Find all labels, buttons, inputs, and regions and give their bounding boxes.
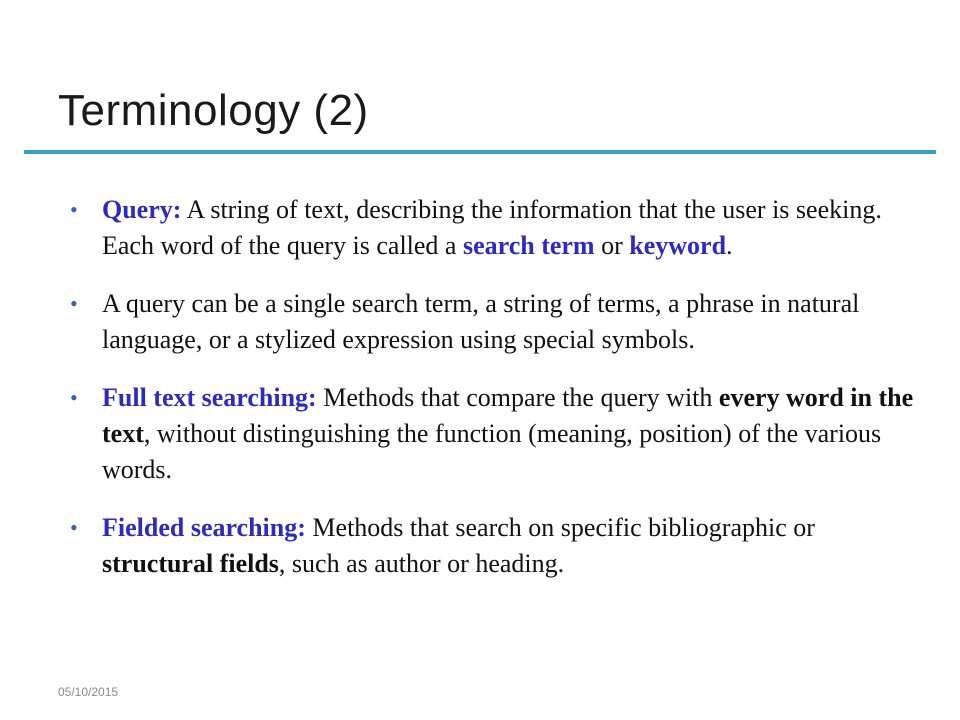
fielded-emphasis: structural fields [102,549,279,578]
fielded-definition: Methods that search on specific bibliographic or [305,513,815,542]
query-connector: or [594,231,630,260]
term-query: Query: [102,195,182,224]
bullet-dot-icon: • [70,291,78,316]
title-divider [24,150,936,154]
bullet-dot-icon: • [70,385,78,410]
full-text-emphasis: every word in the text [102,383,914,448]
bullet-query [70,192,920,264]
bullet-dot-icon: • [70,197,78,222]
full-text-rest: , without distinguishing the function (meaning, position) of the various words. [102,419,882,484]
bullet-full-text [70,380,920,488]
query-definition: A string of text, describing the information that the user is seeking. Each word of the query is called a [102,195,882,260]
bullet-list [70,192,920,604]
query-period: . [726,231,733,260]
term-fielded-searching: Fielded searching: [102,513,306,542]
term-keyword: keyword [629,231,727,260]
full-text-definition: Methods that compare the query with [316,383,719,412]
bullet-fielded [70,510,920,582]
term-full-text-searching: Full text searching: [102,383,317,412]
slide-date: 05/10/2015 [58,685,119,699]
bullet-query-forms [70,286,920,358]
query-forms-text: A query can be a single search term, a string of terms, a phrase in natural language, or a stylized expression using special symbols. [102,289,860,354]
bullet-dot-icon: • [70,515,78,540]
fielded-rest: , such as author or heading. [278,549,565,578]
slide-title: Terminology (2) [58,86,369,135]
term-search-term: search term [462,231,595,260]
